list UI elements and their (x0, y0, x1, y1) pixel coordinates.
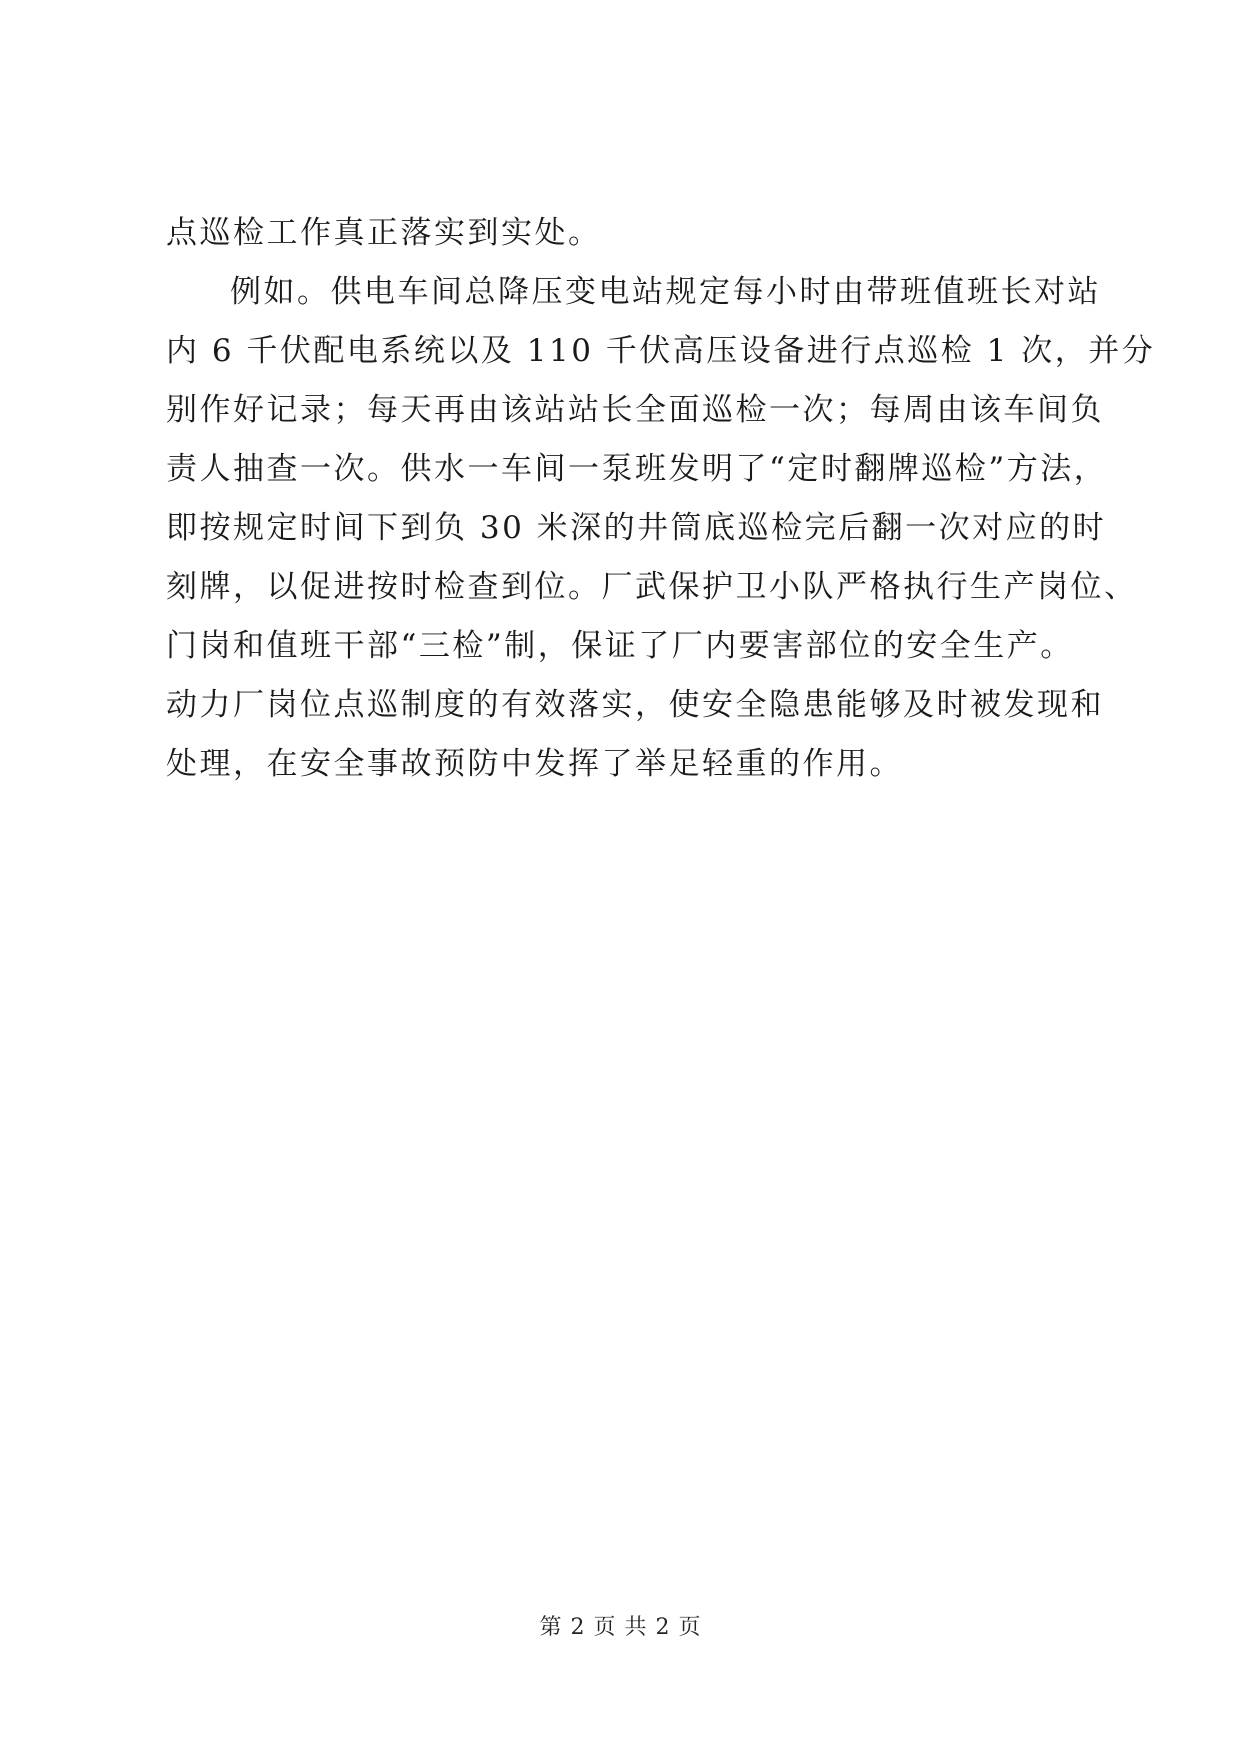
body-text (166, 204, 1156, 794)
text-line: 别作好记录；每天再由该站站长全面巡检一次；每周由该车间负 (166, 392, 1104, 428)
text-line: 责人抽查一次。供水一车间一泵班发明了“定时翻牌巡检”方法， (166, 451, 1108, 487)
text-line: 门岗和值班干部“三检”制，保证了厂内要害部位的安全生产。 (166, 628, 1074, 664)
paragraph-first-line: 例如。供电车间总降压变电站规定每小时由带班值班长对站 (230, 274, 1101, 310)
text-line: 刻牌，以促进按时检查到位。厂武保护卫小队严格执行生产岗位、 (166, 569, 1138, 605)
text-line: 动力厂岗位点巡制度的有效落实，使安全隐患能够及时被发现和 (166, 687, 1104, 723)
text-line: 即按规定时间下到负 30 米深的井筒底巡检完后翻一次对应的时 (166, 510, 1107, 546)
page-number-footer: 第 2 页 共 2 页 (539, 1615, 702, 1640)
text-line: 点巡检工作真正落实到实处。 (166, 215, 602, 251)
text-line: 处理，在安全事故预防中发挥了举足轻重的作用。 (166, 746, 903, 782)
text-line: 内 6 千伏配电系统以及 110 千伏高压设备进行点巡检 1 次，并分 (166, 333, 1156, 369)
